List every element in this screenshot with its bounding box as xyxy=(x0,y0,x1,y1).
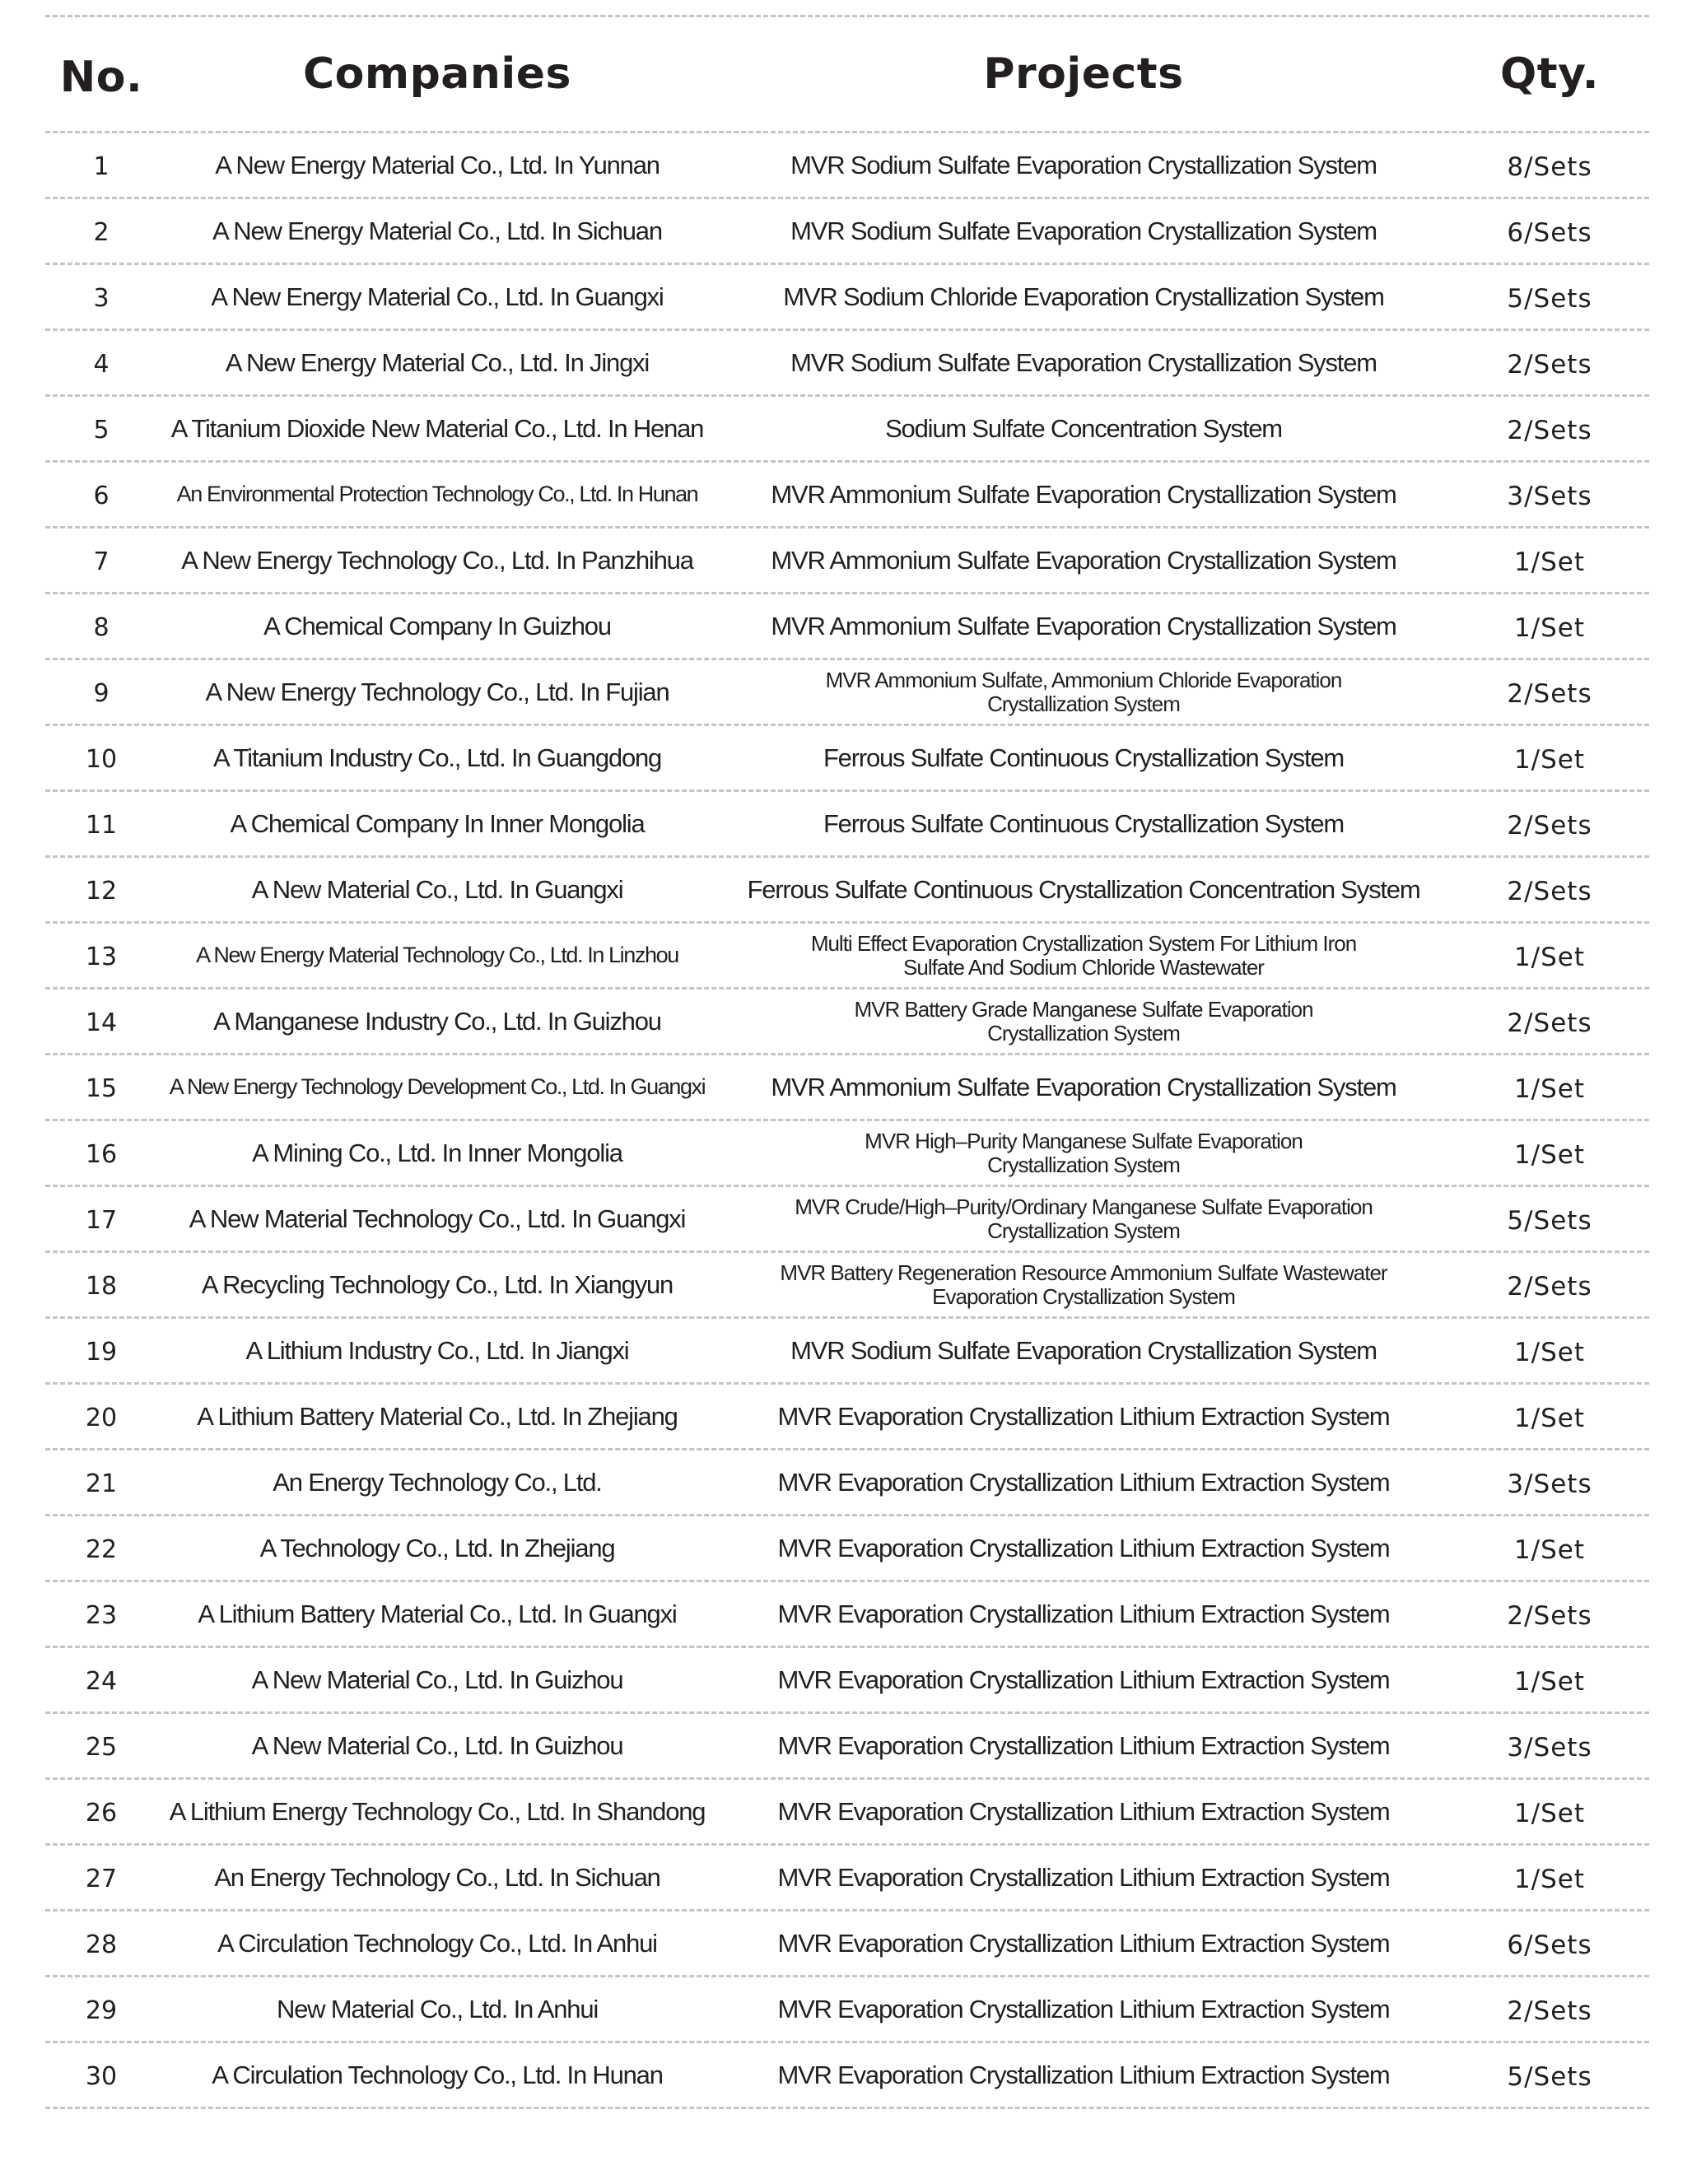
project-line: Crystallization System xyxy=(987,1218,1180,1243)
quantity: 5/Sets xyxy=(1507,2061,1592,2092)
project-name xyxy=(717,1996,1450,2022)
table-divider xyxy=(45,2107,1649,2109)
project-line: Ferrous Sulfate Continuous Crystallization Concentration System xyxy=(747,875,1420,904)
row-number: 26 xyxy=(85,1799,118,1828)
table-row xyxy=(45,331,1649,394)
project-line: Crystallization System xyxy=(987,1152,1180,1177)
company-name: An Environmental Protection Technology Co., Ltd. In Hunan xyxy=(176,482,698,506)
quantity: 1/Set xyxy=(1513,1798,1586,1828)
project-line: MVR Ammonium Sulfate Evaporation Crystallization System xyxy=(771,612,1396,640)
project-line: Sodium Sulfate Concentration System xyxy=(885,414,1282,443)
project-line: MVR Ammonium Sulfate Evaporation Crystallization System xyxy=(771,480,1396,509)
quantity: 2/Sets xyxy=(1507,349,1592,380)
company-name: A New Energy Technology Development Co., Ltd. In Guangxi xyxy=(169,1074,706,1099)
project-line: MVR Evaporation Crystallization Lithium Extraction System xyxy=(777,1665,1390,1694)
project-name xyxy=(717,932,1450,980)
project-name xyxy=(717,1535,1450,1561)
row-number: 14 xyxy=(85,1008,118,1037)
project-line: MVR Sodium Chloride Evaporation Crystallization System xyxy=(783,282,1384,311)
company-name: A Lithium Energy Technology Co., Ltd. In Shandong xyxy=(169,1796,706,1826)
company-name: A New Energy Material Co., Ltd. In Sichuan xyxy=(212,216,662,245)
quantity: 1/Set xyxy=(1513,612,1586,643)
row-number: 24 xyxy=(85,1667,118,1696)
company-name: An Energy Technology Co., Ltd. xyxy=(273,1467,602,1497)
header-projects: Projects xyxy=(983,49,1184,99)
quantity: 2/Sets xyxy=(1507,1600,1592,1631)
row-number: 6 xyxy=(93,482,110,510)
company-name: A New Energy Material Co., Ltd. In Jingxi xyxy=(225,347,650,377)
project-line: Ferrous Sulfate Continuous Crystallization System xyxy=(823,809,1345,838)
table-row xyxy=(45,660,1649,724)
project-name xyxy=(717,1338,1450,1363)
table-row xyxy=(45,463,1649,526)
quantity: 1/Set xyxy=(1513,1864,1586,1894)
project-name xyxy=(717,613,1450,639)
table-row xyxy=(45,1648,1649,1711)
company-name: A Technology Co., Ltd. In Zhejiang xyxy=(259,1533,615,1562)
quantity: 2/Sets xyxy=(1507,876,1592,906)
project-line: Evaporation Crystallization System xyxy=(932,1283,1235,1309)
table-row xyxy=(45,1912,1649,1975)
row-number: 20 xyxy=(85,1404,118,1432)
project-name xyxy=(717,1404,1450,1429)
company-name: A New Material Technology Co., Ltd. In Guangxi xyxy=(189,1204,686,1233)
project-line: Crystallization System xyxy=(987,691,1180,716)
project-line: MVR Battery Grade Manganese Sulfate Evaporation xyxy=(854,996,1313,1022)
row-number: 8 xyxy=(93,613,110,642)
project-line: MVR Evaporation Crystallization Lithium Extraction System xyxy=(777,1534,1390,1562)
row-number: 19 xyxy=(85,1338,118,1367)
row-number: 16 xyxy=(85,1140,118,1169)
table-row xyxy=(45,199,1649,263)
company-name: A New Energy Material Co., Ltd. In Yunnan xyxy=(215,150,660,179)
company-name: A Lithium Battery Material Co., Ltd. In Guangxi xyxy=(198,1599,677,1628)
project-name xyxy=(717,416,1450,441)
table-row xyxy=(45,1582,1649,1646)
table-row xyxy=(45,1187,1649,1250)
project-line: MVR Evaporation Crystallization Lithium Extraction System xyxy=(777,2061,1390,2089)
company-name: A Circulation Technology Co., Ltd. In Hunan xyxy=(212,2060,663,2089)
row-number: 25 xyxy=(85,1733,118,1762)
company-name: A New Energy Technology Co., Ltd. In Fujian xyxy=(205,677,669,706)
project-name xyxy=(717,1865,1450,1890)
project-name xyxy=(717,877,1450,902)
company-name: A Lithium Industry Co., Ltd. In Jiangxi xyxy=(245,1335,629,1365)
project-name xyxy=(717,1469,1450,1495)
project-name xyxy=(717,284,1450,310)
row-number: 9 xyxy=(93,679,110,708)
quantity: 1/Set xyxy=(1513,1073,1586,1104)
project-line: MVR Evaporation Crystallization Lithium Extraction System xyxy=(777,1929,1390,1958)
project-name xyxy=(717,350,1450,375)
project-line: MVR Evaporation Crystallization Lithium Extraction System xyxy=(777,1468,1390,1497)
project-line: MVR High–Purity Manganese Sulfate Evaporation xyxy=(865,1128,1303,1153)
row-number: 7 xyxy=(93,547,110,576)
quantity: 1/Set xyxy=(1513,1666,1586,1697)
quantity: 6/Sets xyxy=(1507,217,1592,248)
project-line: Crystallization System xyxy=(987,1020,1180,1045)
quantity: 2/Sets xyxy=(1507,1995,1592,2026)
company-name: A Mining Co., Ltd. In Inner Mongolia xyxy=(252,1138,622,1167)
table-row xyxy=(45,858,1649,921)
table-row xyxy=(45,1780,1649,1843)
quantity: 2/Sets xyxy=(1507,678,1592,709)
project-line: Multi Effect Evaporation Crystallization System For Lithium Iron xyxy=(810,930,1357,956)
row-number: 29 xyxy=(85,1996,118,2025)
project-line: MVR Evaporation Crystallization Lithium Extraction System xyxy=(777,1995,1390,2023)
company-name: A Recycling Technology Co., Ltd. In Xiangyun xyxy=(201,1269,674,1299)
project-name xyxy=(717,2062,1450,2088)
quantity: 1/Set xyxy=(1513,1403,1586,1433)
row-number: 5 xyxy=(93,416,110,445)
company-name: A New Energy Material Co., Ltd. In Guangxi xyxy=(211,282,664,311)
company-name: A Circulation Technology Co., Ltd. In Anhui xyxy=(217,1928,657,1958)
table-header xyxy=(45,17,1649,131)
project-name xyxy=(717,1261,1450,1309)
row-number: 11 xyxy=(85,811,118,840)
quantity: 2/Sets xyxy=(1507,415,1592,445)
company-name: New Material Co., Ltd. In Anhui xyxy=(276,1994,599,2023)
project-name xyxy=(717,745,1450,771)
project-line: MVR Ammonium Sulfate, Ammonium Chloride Evaporation xyxy=(825,667,1342,692)
project-name xyxy=(717,1667,1450,1693)
row-number: 3 xyxy=(93,284,110,313)
project-line: MVR Evaporation Crystallization Lithium Extraction System xyxy=(777,1600,1390,1628)
table-row xyxy=(45,594,1649,658)
table-row xyxy=(45,1385,1649,1448)
table-row xyxy=(45,726,1649,789)
quantity: 1/Set xyxy=(1513,1139,1586,1170)
company-name: A Chemical Company In Guizhou xyxy=(263,611,611,640)
table-row xyxy=(45,1121,1649,1185)
header-qty: Qty. xyxy=(1500,49,1599,99)
table-row xyxy=(45,1253,1649,1316)
company-name: A New Energy Material Technology Co., Ltd. In Linzhou xyxy=(196,943,678,967)
row-number: 17 xyxy=(85,1206,118,1235)
company-name: A New Material Co., Ltd. In Guangxi xyxy=(251,874,623,904)
project-line: MVR Crude/High–Purity/Ordinary Manganese Sulfate Evaporation xyxy=(795,1194,1373,1219)
table-row xyxy=(45,1055,1649,1119)
quantity: 1/Set xyxy=(1513,744,1586,775)
project-name xyxy=(717,1074,1450,1100)
quantity: 1/Set xyxy=(1513,1337,1586,1367)
project-line: MVR Sodium Sulfate Evaporation Crystallization System xyxy=(790,151,1377,179)
table-row xyxy=(45,1516,1649,1580)
row-number: 10 xyxy=(85,745,118,774)
row-number: 28 xyxy=(85,1930,118,1959)
quantity: 3/Sets xyxy=(1507,1469,1592,1499)
quantity: 8/Sets xyxy=(1507,151,1592,182)
company-name: A New Material Co., Ltd. In Guizhou xyxy=(251,1665,623,1694)
company-name: A Titanium Industry Co., Ltd. In Guangdong xyxy=(212,743,662,772)
table-row xyxy=(45,529,1649,592)
header-no: No. xyxy=(59,53,143,102)
project-name xyxy=(717,1733,1450,1758)
project-line: MVR Ammonium Sulfate Evaporation Crystallization System xyxy=(771,1073,1396,1101)
projects-table xyxy=(45,15,1649,2109)
project-name xyxy=(717,811,1450,836)
project-line: MVR Evaporation Crystallization Lithium Extraction System xyxy=(777,1797,1390,1826)
table-row xyxy=(45,1451,1649,1514)
project-line: MVR Sodium Sulfate Evaporation Crystallization System xyxy=(790,348,1377,377)
table-row xyxy=(45,924,1649,987)
project-name xyxy=(717,1601,1450,1627)
company-name: A Lithium Battery Material Co., Ltd. In Zhejiang xyxy=(197,1401,678,1431)
quantity: 5/Sets xyxy=(1507,1205,1592,1236)
table-body xyxy=(45,133,1649,2109)
quantity: 6/Sets xyxy=(1507,1930,1592,1960)
table-row xyxy=(45,990,1649,1053)
row-number: 22 xyxy=(85,1535,118,1564)
project-line: MVR Ammonium Sulfate Evaporation Crystallization System xyxy=(771,546,1396,575)
project-name xyxy=(717,152,1450,178)
table-row xyxy=(45,265,1649,328)
project-line: MVR Evaporation Crystallization Lithium Extraction System xyxy=(777,1863,1390,1892)
project-name xyxy=(717,1195,1450,1243)
company-name: A New Material Co., Ltd. In Guizhou xyxy=(251,1730,623,1760)
quantity: 3/Sets xyxy=(1507,481,1592,511)
quantity: 1/Set xyxy=(1513,1534,1586,1565)
row-number: 18 xyxy=(85,1272,118,1301)
project-line: MVR Evaporation Crystallization Lithium Extraction System xyxy=(777,1402,1390,1431)
table-row xyxy=(45,1319,1649,1382)
table-row xyxy=(45,1714,1649,1777)
quantity: 2/Sets xyxy=(1507,1271,1592,1302)
quantity: 1/Set xyxy=(1513,547,1586,577)
row-number: 2 xyxy=(93,218,110,247)
project-name xyxy=(717,547,1450,573)
table-row xyxy=(45,1846,1649,1909)
project-line: MVR Battery Regeneration Resource Ammonium Sulfate Wastewater xyxy=(780,1260,1387,1285)
project-line: Sulfate And Sodium Chloride Wastewater xyxy=(903,954,1264,980)
quantity: 3/Sets xyxy=(1507,1732,1592,1763)
quantity: 1/Set xyxy=(1513,942,1586,972)
company-name: A New Energy Technology Co., Ltd. In Panzhihua xyxy=(181,545,693,575)
company-name: An Energy Technology Co., Ltd. In Sichuan xyxy=(214,1862,660,1892)
project-line: Ferrous Sulfate Continuous Crystallization System xyxy=(823,743,1345,772)
row-number: 13 xyxy=(85,943,118,971)
row-number: 12 xyxy=(85,877,118,906)
project-line: MVR Evaporation Crystallization Lithium Extraction System xyxy=(777,1731,1390,1760)
row-number: 27 xyxy=(85,1865,118,1893)
project-name xyxy=(717,998,1450,1045)
project-name xyxy=(717,482,1450,507)
quantity: 2/Sets xyxy=(1507,1008,1592,1038)
row-number: 4 xyxy=(93,350,110,379)
project-line: MVR Sodium Sulfate Evaporation Crystallization System xyxy=(790,217,1377,245)
row-number: 1 xyxy=(93,152,110,181)
row-number: 30 xyxy=(85,2062,118,2091)
table-row xyxy=(45,792,1649,855)
project-name xyxy=(717,668,1450,716)
row-number: 21 xyxy=(85,1469,118,1498)
company-name: A Chemical Company In Inner Mongolia xyxy=(230,808,645,838)
quantity: 5/Sets xyxy=(1507,283,1592,314)
row-number: 23 xyxy=(85,1601,118,1630)
company-name: A Titanium Dioxide New Material Co., Ltd. In Henan xyxy=(170,413,704,443)
project-name xyxy=(717,1799,1450,1824)
quantity: 2/Sets xyxy=(1507,810,1592,841)
project-line: MVR Sodium Sulfate Evaporation Crystallization System xyxy=(790,1336,1377,1365)
table-row xyxy=(45,1977,1649,2041)
row-number: 15 xyxy=(85,1074,118,1103)
header-companies: Companies xyxy=(303,49,571,99)
project-name xyxy=(717,1930,1450,1956)
table-row xyxy=(45,2043,1649,2107)
table-row xyxy=(45,397,1649,460)
project-name xyxy=(717,1129,1450,1177)
company-name: A Manganese Industry Co., Ltd. In Guizhou xyxy=(213,1006,661,1036)
table-row xyxy=(45,133,1649,197)
project-name xyxy=(717,218,1450,244)
